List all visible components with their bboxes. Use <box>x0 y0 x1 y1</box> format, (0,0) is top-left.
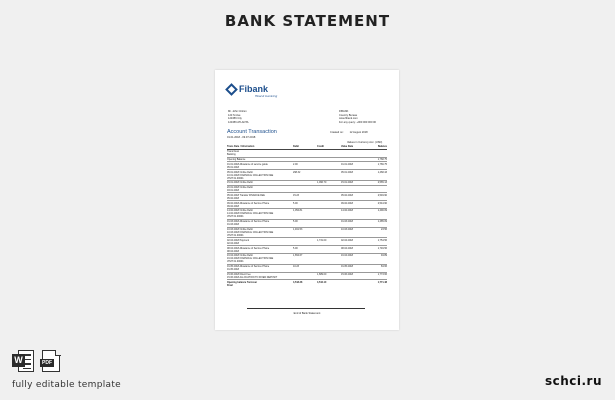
cell-debit <box>293 158 317 161</box>
cell-credit <box>317 265 341 271</box>
cell-value-date: 10.03.2018 <box>341 227 353 231</box>
cell-credit <box>317 163 341 169</box>
client-line: 123456 City <box>228 117 242 121</box>
cell-credit <box>317 220 341 226</box>
cell-debit <box>293 181 317 184</box>
logo-mark-icon <box>225 83 238 96</box>
cell-balance: 23.56 <box>381 227 387 231</box>
cell-debit <box>293 239 317 245</box>
column-header: Balance <box>377 145 387 149</box>
cell-debit <box>293 273 317 279</box>
table-row <box>227 170 387 181</box>
table-row <box>227 209 387 220</box>
cell-balance: 1,773.66 <box>377 272 387 276</box>
table-row <box>227 162 387 170</box>
cell-info: 01.05.2018 Allowance of Service Phone 01.05.2018 <box>227 265 270 272</box>
cell-credit <box>317 202 341 208</box>
client-address <box>228 110 298 124</box>
word-icon <box>12 350 34 372</box>
bank-line: FIBANK <box>339 110 349 113</box>
cell-info: Opening balance Turnover Final <box>227 280 258 287</box>
cell-balance: 1,766.75 <box>377 162 387 166</box>
format-icons <box>12 350 60 372</box>
table-row <box>227 273 387 281</box>
cell-balance <box>371 186 387 192</box>
cell-value-date: 05.02.2018 <box>341 193 353 197</box>
bank-statement-document <box>215 70 399 330</box>
cell-balance: 1,490.09 <box>377 209 387 213</box>
logo-name: Fibank <box>239 84 269 94</box>
cell-credit <box>317 186 341 192</box>
table-row <box>227 193 387 201</box>
table-row <box>227 238 387 246</box>
column-header: Value Date <box>341 145 354 149</box>
column-header: Trans Date / Information <box>227 145 255 149</box>
table-row <box>227 246 387 254</box>
pdf-icon <box>42 350 60 372</box>
cell-debit: 5.00 <box>293 220 298 224</box>
cell-info: Opening Balance <box>227 157 246 161</box>
cell-credit: 4,516.10 <box>317 280 327 284</box>
bank-line: For any query: +000 000 000 00 <box>339 120 376 124</box>
cell-credit <box>317 171 341 180</box>
statement-period: 01.01.2018 - 09.07.2018 <box>227 136 256 139</box>
table-row <box>227 150 387 158</box>
cell-debit: 1,054.81 <box>293 209 303 213</box>
cell-value-date <box>341 150 371 156</box>
cell-info: 01.03.2018 Allowance of Service Phone 01.03.2018 <box>227 220 270 227</box>
word-icon-letter: W <box>12 354 25 367</box>
cell-credit <box>317 228 341 237</box>
column-header: Debit <box>293 145 299 149</box>
cell-value-date <box>341 186 371 192</box>
cell-debit: 4,518.28 <box>293 280 303 284</box>
cell-value-date: 01.05.2018 <box>341 265 353 269</box>
cell-debit <box>293 186 317 192</box>
cell-value-date <box>341 158 371 161</box>
cell-value-date: 02.04.2018 <box>341 238 353 242</box>
cell-balance <box>371 150 387 156</box>
cell-balance: 1,468.43 <box>377 170 387 174</box>
cell-balance: 2,544.90 <box>377 201 387 205</box>
cell-info: 05.01.2018 Online Debit 10.01.2018 FINANCIAL COLLECTION FEE VISIT 01.00001 <box>227 170 274 180</box>
cell-debit <box>293 150 317 156</box>
cell-balance: 1,485.09 <box>377 220 387 224</box>
table-row <box>227 254 387 265</box>
cell-value-date: 16.04.2018 <box>341 254 353 258</box>
logo-tagline: fibank banking <box>255 94 278 98</box>
cell-debit: 298.32 <box>293 170 301 174</box>
cell-credit <box>317 209 341 218</box>
cell-balance: 1,771.48 <box>377 280 387 284</box>
cell-credit <box>317 194 341 200</box>
cell-value-date: 01.01.2018 <box>341 162 353 166</box>
table-row <box>227 186 387 194</box>
cell-balance: 2,565.13 <box>377 181 387 185</box>
cell-info: Trans Desc Banking <box>227 150 240 157</box>
cell-value-date: 15.06.2018 <box>341 272 353 276</box>
cell-credit <box>317 247 341 253</box>
cell-credit: 1,096.70 <box>317 181 327 185</box>
statement-footer: End of Bank Statement <box>293 312 321 315</box>
cell-balance: 84.66 <box>381 265 387 269</box>
cell-balance: 94.89 <box>381 254 387 258</box>
footer-divider <box>247 308 365 309</box>
cell-value-date: 08.04.2018 <box>341 246 353 250</box>
page-title: BANK STATEMENT <box>224 12 391 30</box>
created-on <box>330 131 368 135</box>
bank-line: Country Bureau <box>339 113 358 117</box>
client-line: 123456 ATLANTA <box>228 120 249 124</box>
cell-value-date: 14.02.2018 <box>341 209 353 213</box>
cell-debit: 1,461.53 <box>293 227 303 231</box>
cell-balance: 1,754.56 <box>377 238 387 242</box>
balance-header: Values in Currency Acc. (USD) <box>347 141 383 144</box>
total-row <box>227 280 387 287</box>
cell-info: 08.04.2018 Allowance of Service Phone 08.04.2018 <box>227 246 270 253</box>
bank-line: www.fibank.com <box>339 117 358 121</box>
account-title: Account Transaction <box>227 129 277 135</box>
table-row <box>227 220 387 228</box>
cell-debit: 5.00 <box>293 246 298 250</box>
bank-logo <box>227 84 268 94</box>
cell-info: 09.02.2018 Allowance of Service Phone 09.02.2018 <box>227 201 270 208</box>
cell-value-date: 01.03.2018 <box>341 220 353 224</box>
cell-value-date: 05.01.2018 <box>341 170 353 174</box>
cell-credit <box>317 254 341 263</box>
pdf-icon-label: PDF <box>42 360 52 366</box>
cell-value-date: 15.01.2018 <box>341 181 353 185</box>
bank-address <box>339 110 397 124</box>
cell-debit: 1,654.67 <box>293 254 303 258</box>
cell-info: 10.03.2018 Online Debit 10.03.2018 FINANCIAL COLLECTION FEE VISIT 01.00001 <box>227 227 274 237</box>
cell-balance: 1,768.75 <box>377 157 387 161</box>
table-row <box>227 265 387 273</box>
table-row <box>227 201 387 209</box>
cell-info: 05.02.2018 Transfer FINANCE FEE 05.02.2018 <box>227 193 265 200</box>
cell-value-date: 09.02.2018 <box>341 201 353 205</box>
cell-credit <box>317 158 341 161</box>
cell-info: 14.02.2018 Online Debit 14.02.2018 FINANCIAL COLLECTION FEE VISIT 01.00001 <box>227 209 274 219</box>
cell-balance: 1,749.56 <box>377 246 387 250</box>
table-row <box>227 228 387 239</box>
cell-info: 15.06.2018 Direct Fee 15.06.2018 ALLOCATION TO FIXED DEPOSIT <box>227 272 278 279</box>
cell-credit: 1,689.00 <box>317 272 327 276</box>
cell-info: 01.01.2018 Allowance of service guide 05.01.2018 <box>227 162 268 169</box>
cell-debit: 10.23 <box>293 265 299 269</box>
column-header: Credit <box>317 145 324 149</box>
created-value: 12 August 2018 <box>349 131 368 134</box>
cell-debit: 2.00 <box>293 162 298 166</box>
cell-info: 16.04.2018 Online Debit 16.04.2018 FINANCIAL COLLECTION FEE VISIT 01.00001 <box>227 254 274 264</box>
cell-value-date <box>341 281 371 287</box>
cell-debit: 15.23 <box>293 193 299 197</box>
created-label: Created on: <box>330 131 344 134</box>
client-line: Mr. John Citizen <box>228 110 247 113</box>
transactions-table <box>227 145 387 287</box>
cell-credit <box>317 150 341 156</box>
cell-info: 15.01.2018 Online Debit <box>227 181 253 185</box>
cell-credit: 1,731.00 <box>317 238 327 242</box>
cell-info: 20.01.2018 Online Debit 03.01.2018 <box>227 186 253 193</box>
cell-debit: 5.00 <box>293 201 298 205</box>
cell-info: 02.04.2018 Payment 02.04.2018 <box>227 238 250 245</box>
template-caption: fully editable template <box>12 380 121 390</box>
site-name: schci.ru <box>544 374 602 388</box>
client-line: 123 St Ave <box>228 113 241 117</box>
cell-balance: 2,549.90 <box>377 193 387 197</box>
